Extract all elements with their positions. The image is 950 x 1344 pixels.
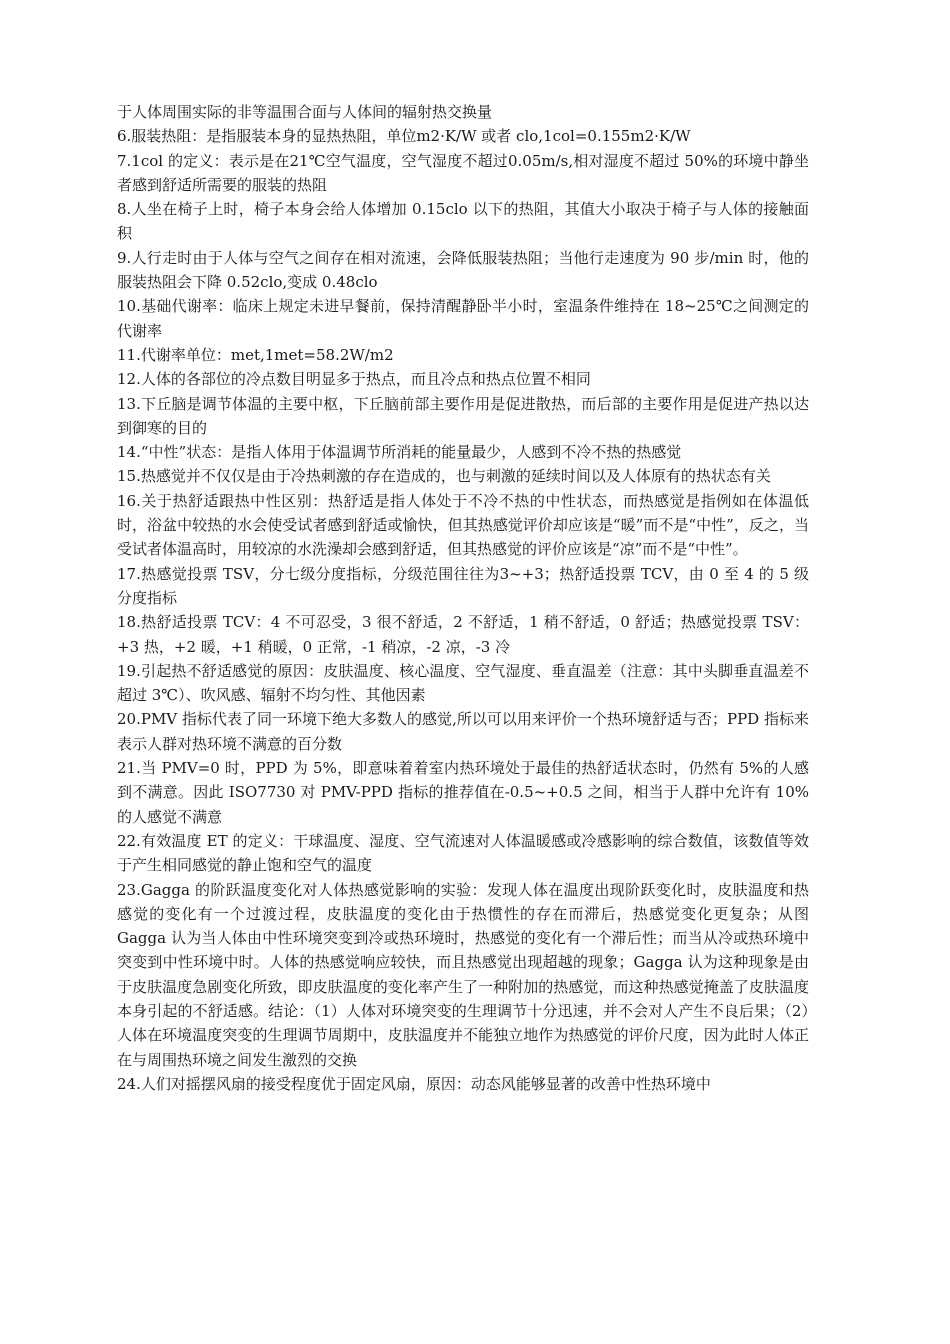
paragraph-item-10: 10.基础代谢率：临床上规定未进早餐前，保持清醒静卧半小时，室温条件维持在 18~25℃之间测定的代谢率 — [117, 297, 809, 340]
paragraph-item-21: 21.当 PMV=0 时，PPD 为 5%，即意味着着室内热环境处于最佳的热舒适状态时，仍然有 5%的人感到不满意。因此 ISO7730 对 PMV-PPD 指标的推荐值在-0.5~+0.5 之间，相当于人群中允许有 10%的人感觉不满意 — [117, 759, 809, 826]
paragraph-item-22: 22.有效温度 ET 的定义：干球温度、湿度、空气流速对人体温暖感或冷感影响的综合数值，该数值等效于产生相同感觉的静止饱和空气的温度 — [117, 831, 809, 875]
paragraph-item-23: 23.Gagga 的阶跃温度变化对人体热感觉影响的实验：发现人体在温度出现阶跃变化时，皮肤温度和热感觉的变化有一个过渡过程，皮肤温度的变化由于热惯性的存在而滞后，热感觉变化更复杂；从图 Gagga 认为当人体由中性环境突变到冷或热环境时，热感觉的变化有一个滞后性；而当从冷或热环境中突变到中性环境中时。人体的热感觉响应较快，而且热感觉出现超越的现象；Gagga 认为这种现象是由于皮肤温度急剧变化所致，即皮肤温度的变化率产生了一种附加的热感觉，而这种热感觉掩盖了皮肤温度本身引起的不舒适感。结论：（1）人体对环境突变的生理调节十分迅速，并不会对人产生不良后果；（2）人体在环境温度突变的生理调节周期中，皮肤温度并不能独立地作为热感觉的评价尺度，因为此时人体正在与周围热环境之间发生激烈的交换 — [117, 880, 809, 1069]
paragraph-item-20: 20.PMV 指标代表了同一环境下绝大多数人的感觉,所以可以用来评价一个热环境舒适与否；PPD 指标来表示人群对热环境不满意的百分数 — [117, 710, 809, 753]
paragraph-item-7: 7.1col 的定义：表示是在21℃空气温度，空气湿度不超过0.05m/s,相对湿度不超过 50%的环境中静坐者感到舒适所需要的服装的热阻 — [117, 151, 809, 194]
paragraph-item-16: 16.关于热舒适跟热中性区别：热舒适是指人体处于不冷不热的中性状态，而热感觉是指例如在体温低时，浴盆中较热的水会使受试者感到舒适或愉快，但其热感觉评价却应该是“暖”而不是“中性”，反之，当受试者体温高时，用较凉的水洗澡却会感到舒适，但其热感觉的评价应该是“凉”而不是“中性”。 — [117, 491, 809, 559]
paragraph-item-14: 14.“中性”状态：是指人体用于体温调节所消耗的能量最少，人感到不冷不热的热感觉 — [117, 443, 682, 462]
paragraph-item-9: 9.人行走时由于人体与空气之间存在相对流速，会降低服装热阻；当他行走速度为 90 步/min 时，他的服装热阻会下降 0.52clo,变成 0.48clo — [117, 248, 809, 292]
paragraph-radiant-exchange: 于人体周围实际的非等温围合面与人体间的辐射热交换量 — [117, 103, 493, 121]
paragraph-item-17: 17.热感觉投票 TSV，分七级分度指标，分级范围往往为3~+3；热舒适投票 TCV，由 0 至 4 的 5 级分度指标 — [117, 564, 809, 607]
paragraph-item-15: 15.热感觉并不仅仅是由于冷热刺激的存在造成的，也与刺激的延续时间以及人体原有的热状态有关 — [117, 467, 771, 486]
paragraph-item-8: 8.人坐在椅子上时，椅子本身会给人体增加 0.15clo 以下的热阻，其值大小取决于椅子与人体的接触面积 — [117, 200, 809, 243]
paragraph-item-24: 24.人们对摇摆风扇的接受程度优于固定风扇，原因：动态风能够显著的改善中性热环境中 — [117, 1074, 711, 1093]
paragraph-item-19: 19.引起热不舒适感觉的原因：皮肤温度、核心温度、空气湿度、垂直温差（注意：其中头脚垂直温差不超过 3℃）、吹风感、辐射不均匀性、其他因素 — [117, 661, 809, 705]
paragraph-item-6: 6.服装热阻：是指服装本身的显热热阻，单位m2·K/W 或者 clo,1col=0.155m2·K/W — [117, 127, 691, 146]
paragraph-item-18: 18.热舒适投票 TCV：4 不可忍受，3 很不舒适，2 不舒适，1 稍不舒适，0 舒适；热感觉投票 TSV：+3 热，+2 暖，+1 稍暖，0 正常，-1 稍凉，-2 凉，-3 冷 — [117, 613, 809, 656]
document-body — [117, 100, 809, 1096]
paragraph-item-13: 13.下丘脑是调节体温的主要中枢，下丘脑前部主要作用是促进散热，而后部的主要作用是促进产热以达到御寒的目的 — [117, 394, 809, 437]
paragraph-item-11: 11.代谢率单位：met,1met=58.2W/m2 — [117, 345, 394, 364]
paragraph-item-12: 12.人体的各部位的冷点数目明显多于热点，而且冷点和热点位置不相同 — [117, 370, 591, 389]
